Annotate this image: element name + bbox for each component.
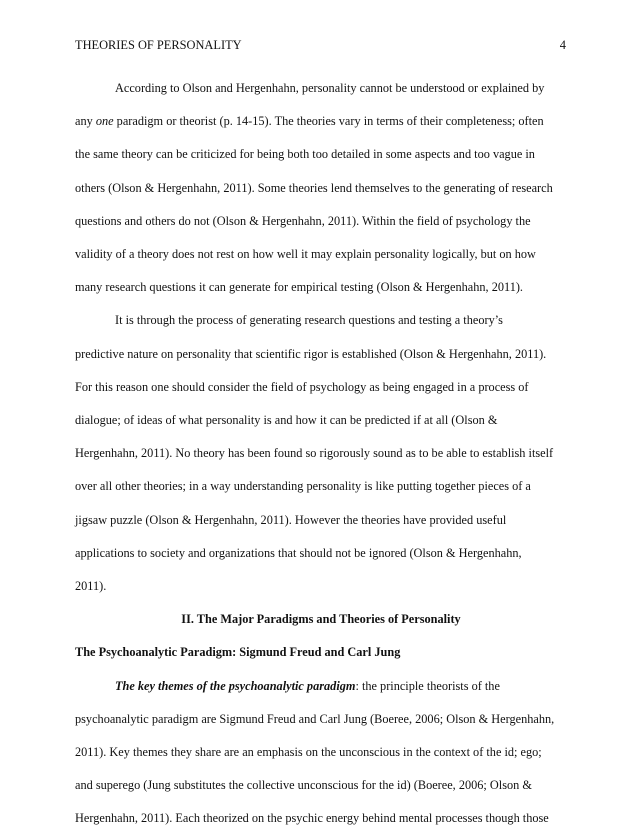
paragraph-line: For this reason one should consider the field of psychology as being engaged in a process of xyxy=(75,379,529,394)
paragraph-line xyxy=(75,105,567,138)
body-text xyxy=(75,72,567,836)
paragraph-2 xyxy=(75,304,567,603)
page-number: 4 xyxy=(559,38,566,52)
paragraph-line: many research questions it can generate for empirical testing (Olson & Hergenhahn, 2011). xyxy=(75,280,524,295)
paragraph-line: validity of a theory does not rest on how well it may explain personality logically, but on how xyxy=(75,247,536,262)
paragraph-line: Hergenhahn, 2011). No theory has been found so rigorously sound as to be able to establish itself xyxy=(75,446,554,461)
paragraph-line: dialogue; of ideas of what personality is and how it can be predicted if at all (Olson & xyxy=(75,413,498,428)
section-heading: II. The Major Paradigms and Theories of Personality xyxy=(181,612,461,627)
text-run: any xyxy=(75,114,96,129)
paragraph-line: Hergenhahn, 2011). Each theorized on the psychic energy behind mental processes though those xyxy=(75,811,549,826)
paragraph-line: over all other theories; in a way understanding personality is like putting together pieces of a xyxy=(75,479,531,494)
text-run: : the principle theorists of the xyxy=(355,678,500,693)
paragraph-line: 2011). Key themes they share are an emphasis on the unconscious in the context of the id; ego; xyxy=(75,745,542,760)
paragraph-line xyxy=(75,670,567,703)
paragraph-line: 2011). xyxy=(75,579,107,594)
paragraph-line: It is through the process of generating research questions and testing a theory’s xyxy=(115,313,503,328)
text-run: paradigm or theorist (p. 14-15). The theories vary in terms of their completeness; often xyxy=(113,114,544,129)
paragraph-line: and superego (Jung substitutes the collective unconscious for the id) (Boeree, 2006; Olson & xyxy=(75,778,532,793)
subheading: The Psychoanalytic Paradigm: Sigmund Freud and Carl Jung xyxy=(75,645,401,660)
paragraph-line: jigsaw puzzle (Olson & Hergenhahn, 2011). However the theories have provided useful xyxy=(75,512,507,527)
paragraph-3 xyxy=(75,670,567,836)
run-in-heading: The key themes of the psychoanalytic paradigm xyxy=(115,678,356,693)
paragraph-1 xyxy=(75,72,567,304)
paragraph-line: According to Olson and Hergenhahn, personality cannot be understood or explained by xyxy=(115,81,545,95)
paragraph-line: others (Olson & Hergenhahn, 2011). Some theories lend themselves to the generating of research xyxy=(75,180,553,195)
paragraph-line: questions and others do not (Olson & Hergenhahn, 2011). Within the field of psychology the xyxy=(75,213,531,228)
paragraph-line: psychoanalytic paradigm are Sigmund Freud and Carl Jung (Boeree, 2006; Olson & Hergenhahn, xyxy=(75,711,555,726)
running-head: THEORIES OF PERSONALITY xyxy=(75,38,242,52)
emphasis-text: one xyxy=(95,114,114,129)
paragraph-line: predictive nature on personality that scientific rigor is established (Olson & Hergenhahn, 2011). xyxy=(75,346,547,361)
paragraph-line: the same theory can be criticized for being both too detailed in some aspects and too vague in xyxy=(75,147,535,162)
paragraph-line: applications to society and organizations that should not be ignored (Olson & Hergenhahn, xyxy=(75,545,522,560)
page-header xyxy=(75,38,566,53)
